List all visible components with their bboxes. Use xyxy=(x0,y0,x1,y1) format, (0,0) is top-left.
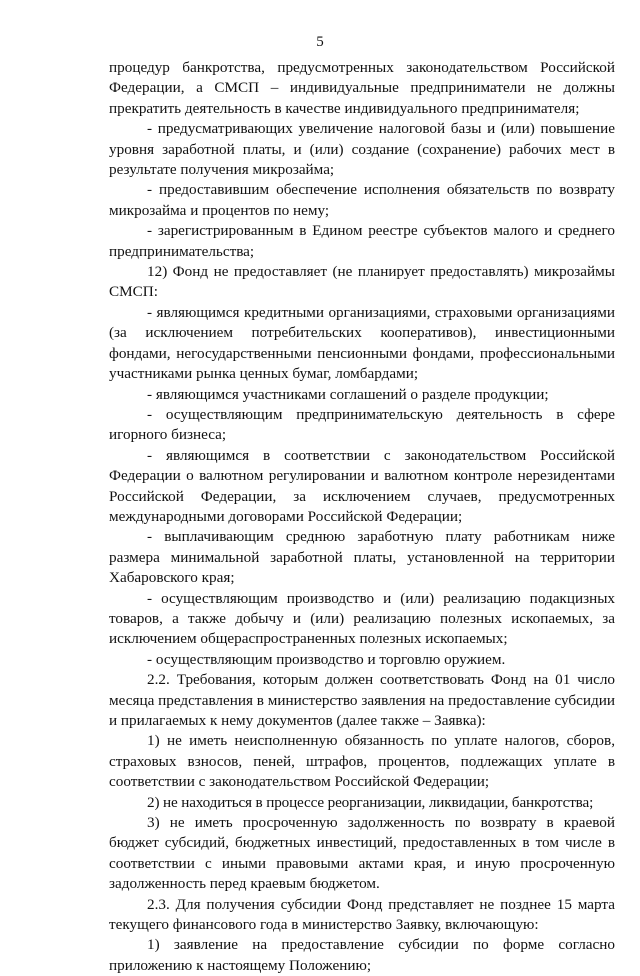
paragraph: - являющимся в соответствии с законодательством Российской Федерации о валютном регулировании и валютном контроле нерезидентами Российской Федерации, за исключением случаев, предусмотренных международными договорами Российской Федерации; xyxy=(109,446,615,525)
paragraph: - являющимся участниками соглашений о разделе продукции; xyxy=(147,385,549,403)
page-number: 5 xyxy=(316,34,324,50)
paragraph: 12) Фонд не предоставляет (не планирует предоставлять) микрозаймы СМСП: xyxy=(109,263,615,301)
paragraph: 2.3. Для получения субсидии Фонд представляет не позднее 15 марта текущего финансового года в министерство Заявку, включающую: xyxy=(109,895,615,934)
paragraph: - предусматривающих увеличение налоговой базы и (или) повышение уровня заработной платы, и (или) создание (сохранение) рабочих мест в результате получения микрозайма; xyxy=(109,120,615,179)
paragraph: - осуществляющим производство и (или) реализацию подакцизных товаров, а также добычу и (или) реализацию полезных ископаемых, за исключением общераспространенных полезных ископаемых; xyxy=(109,589,615,648)
paragraph: 1) не иметь неисполненную обязанность по уплате налогов, сборов, страховых взносов, пеней, штрафов, процентов, подлежащих уплате в соответствии с законодательством Российской Федерации; xyxy=(109,732,615,791)
paragraph: - выплачивающим среднюю заработную плату работникам ниже размера минимальной заработной платы, установленной на территории Хабаровского края; xyxy=(109,528,615,587)
paragraph: 2.2. Требования, которым должен соответствовать Фонд на 01 число месяца представления в министерство заявления на предоставление субсидии и прилагаемых к нему документов (далее также – Заявка): xyxy=(109,671,615,729)
paragraph: 2) не находиться в процессе реорганизации, ликвидации, банкротства; xyxy=(147,793,594,811)
paragraph: процедур банкротства, предусмотренных законодательством Российской Федерации, а СМСП – индивидуальные предприниматели не должны прекратить деятельность в качестве индивидуального предпринимателя; xyxy=(109,59,615,117)
paragraph: - осуществляющим предпринимательскую деятельность в сфере игорного бизнеса; xyxy=(109,405,615,444)
paragraph: 1) заявление на предоставление субсидии по форме согласно приложению к настоящему Положению; xyxy=(109,936,615,974)
paragraph: - предоставившим обеспечение исполнения обязательств по возврату микрозайма и процентов по нему; xyxy=(109,181,615,219)
paragraph: 3) не иметь просроченную задолженность по возврату в краевой бюджет субсидий, бюджетных инвестиций, предоставленных в том числе в соответствии с иными правовыми актами края, и иную просроченную задолженность перед краевым бюджетом. xyxy=(109,814,615,893)
paragraph: - зарегистрированным в Едином реестре субъектов малого и среднего предпринимательства; xyxy=(109,222,615,260)
paragraph: - являющимся кредитными организациями, страховыми организациями (за исключением потребительских кооперативов), инвестиционными фондами, негосударственными пенсионными фондами, профессиональными участниками рынка ценных бумаг, ломбардами; xyxy=(109,303,615,383)
paragraph: - осуществляющим производство и торговлю оружием. xyxy=(147,650,506,668)
document-body xyxy=(109,58,615,976)
